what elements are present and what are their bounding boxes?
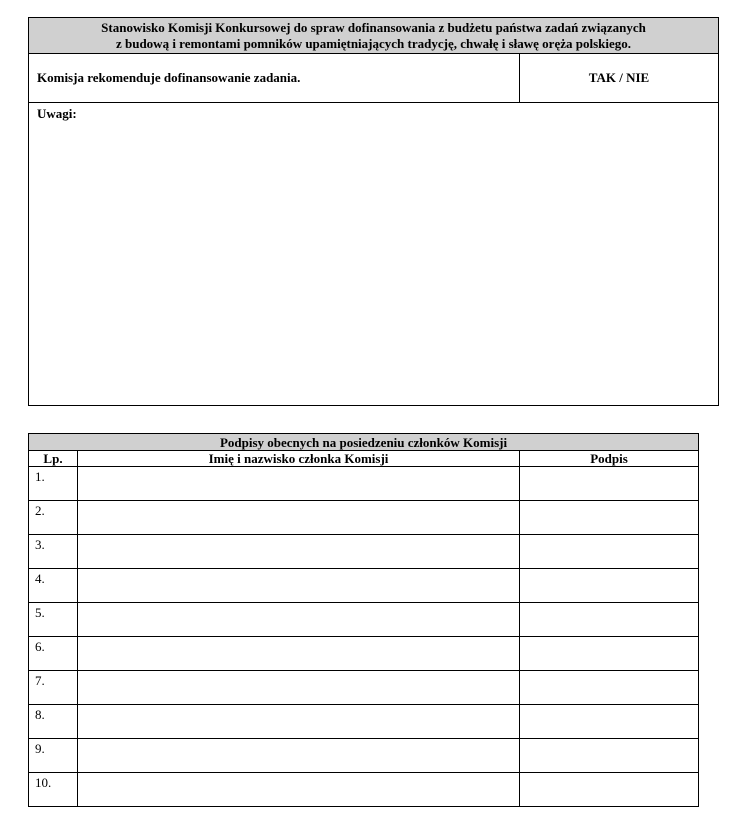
column-header-lp: Lp. (29, 451, 78, 467)
notes-field[interactable] (29, 103, 719, 406)
member-signature-field[interactable] (520, 671, 699, 705)
member-signature-field[interactable] (520, 637, 699, 671)
row-number: 9. (29, 739, 78, 773)
row-number: 3. (29, 535, 78, 569)
member-name-field[interactable] (78, 671, 520, 705)
committee-opinion-table (28, 17, 719, 406)
table-row (29, 773, 699, 807)
member-signature-field[interactable] (520, 467, 699, 501)
recommend-label: Komisja rekomenduje dofinansowanie zadania. (29, 54, 520, 103)
row-number: 6. (29, 637, 78, 671)
table-row (29, 501, 699, 535)
table-row (29, 535, 699, 569)
row-number: 4. (29, 569, 78, 603)
member-signature-field[interactable] (520, 501, 699, 535)
column-header-signature: Podpis (520, 451, 699, 467)
signatures-title: Podpisy obecnych na posiedzeniu członków Komisji (29, 434, 699, 451)
opinion-heading-line2: z budową i remontami pomników upamiętniających tradycję, chwałę i sławę oręża polskiego. (115, 35, 632, 51)
member-signature-field[interactable] (520, 569, 699, 603)
notes-label: Uwagi: (37, 106, 77, 121)
table-row (29, 671, 699, 705)
member-name-field[interactable] (78, 569, 520, 603)
member-name-field[interactable] (78, 467, 520, 501)
recommend-value-field[interactable]: TAK / NIE (520, 54, 719, 103)
member-signature-field[interactable] (520, 773, 699, 807)
table-row (29, 739, 699, 773)
table-row (29, 467, 699, 501)
column-header-name: Imię i nazwisko członka Komisji (78, 451, 520, 467)
signatures-table (28, 433, 699, 807)
row-number: 5. (29, 603, 78, 637)
member-name-field[interactable] (78, 637, 520, 671)
table-row (29, 569, 699, 603)
row-number: 2. (29, 501, 78, 535)
row-number: 10. (29, 773, 78, 807)
member-signature-field[interactable] (520, 739, 699, 773)
row-number: 7. (29, 671, 78, 705)
member-name-field[interactable] (78, 739, 520, 773)
member-name-field[interactable] (78, 705, 520, 739)
member-name-field[interactable] (78, 773, 520, 807)
member-name-field[interactable] (78, 603, 520, 637)
table-row (29, 637, 699, 671)
member-signature-field[interactable] (520, 603, 699, 637)
opinion-heading-line1: Stanowisko Komisji Konkursowej do spraw dofinansowania z budżetu państwa zadań związanych (101, 19, 646, 35)
member-signature-field[interactable] (520, 705, 699, 739)
row-number: 1. (29, 467, 78, 501)
table-row (29, 705, 699, 739)
row-number: 8. (29, 705, 78, 739)
opinion-heading (29, 18, 719, 54)
table-row (29, 603, 699, 637)
member-signature-field[interactable] (520, 535, 699, 569)
member-name-field[interactable] (78, 535, 520, 569)
member-name-field[interactable] (78, 501, 520, 535)
